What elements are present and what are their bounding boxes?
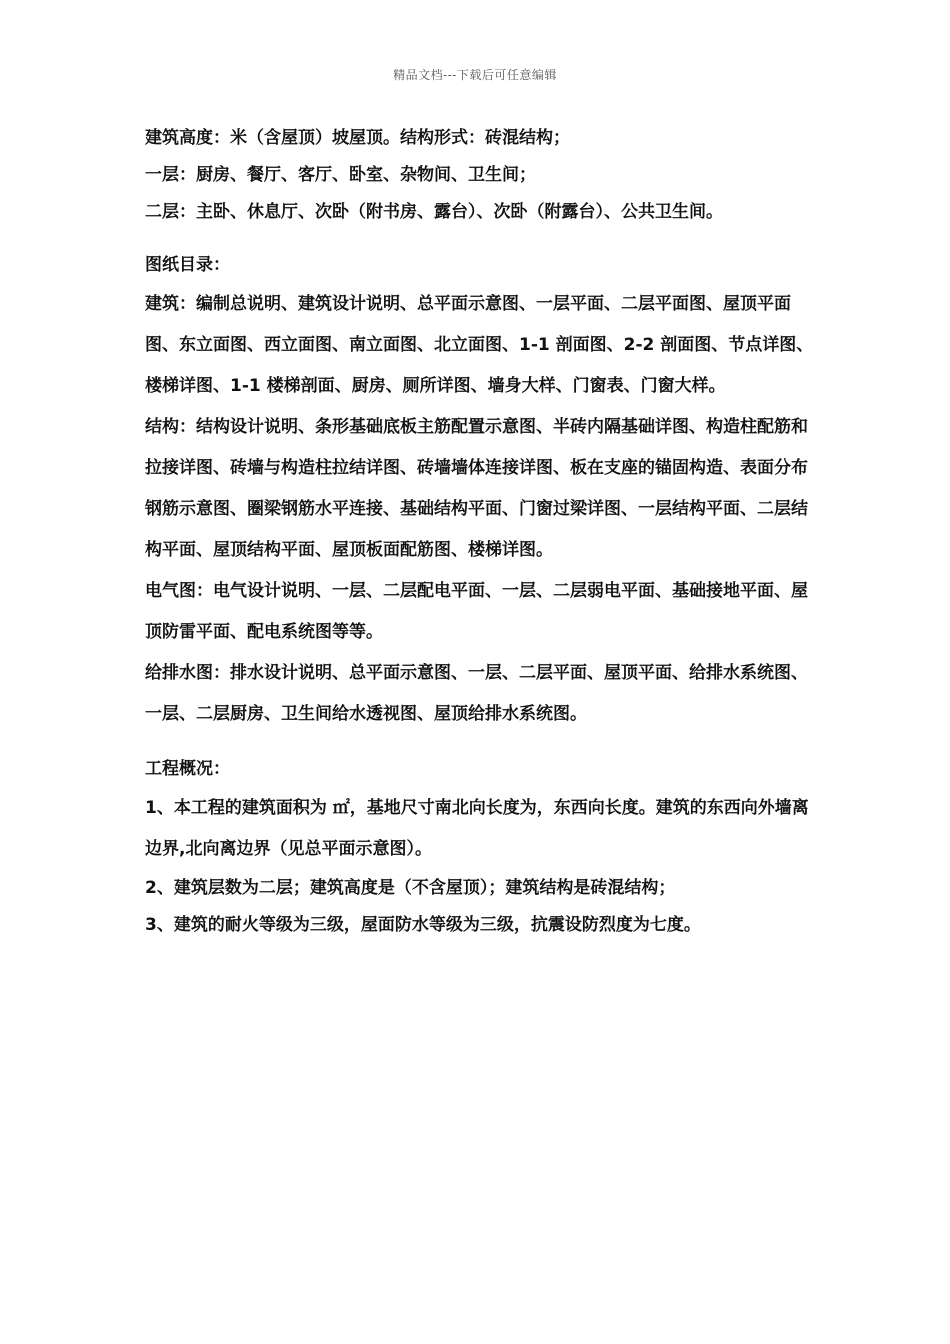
drawings-title: 图纸目录： — [145, 255, 230, 275]
drawings-architecture: 建筑：编制总说明、建筑设计说明、总平面示意图、一层平面、二层平面图、屋顶平面图、东立面图、西立面图、南立面图、北立面图、1-1 剖面图、2-2 剖面图、节点详图、楼梯详图、1-1 楼梯剖面、厨房、厕所详图、墙身大样、门窗表、门窗大样。 — [145, 294, 814, 396]
overview-second-floor: 二层：主卧、休息厅、次卧（附书房、露台）、次卧（附露台）、公共卫生间。 — [145, 202, 723, 222]
page-header: 精品文档---下载后可任意编辑 — [393, 68, 557, 82]
document-body — [145, 120, 815, 944]
drawings-plumbing: 给排水图：排水设计说明、总平面示意图、一层、二层平面、屋顶平面、给排水系统图、一层、二层厨房、卫生间给水透视图、屋顶给排水系统图。 — [145, 663, 808, 724]
overview-first-floor: 一层：厨房、餐厅、客厅、卧室、杂物间、卫生间； — [145, 165, 536, 185]
drawings-electrical: 电气图：电气设计说明、一层、二层配电平面、一层、二层弱电平面、基础接地平面、屋顶防雷平面、配电系统图等等。 — [145, 581, 808, 642]
project-item-1: 1、本工程的建筑面积为 ㎡，基地尺寸南北向长度为，东西向长度。建筑的东西向外墙离边界,北向离边界（见总平面示意图）。 — [145, 798, 809, 859]
spacer — [145, 231, 815, 247]
drawings-structure: 结构：结构设计说明、条形基础底板主筋配置示意图、半砖内隔基础详图、构造柱配筋和拉接详图、砖墙与构造柱拉结详图、砖墙墙体连接详图、板在支座的锚固构造、表面分布钢筋示意图、圈梁钢筋水平连接、基础结构平面、门窗过梁详图、一层结构平面、二层结构平面、屋顶结构平面、屋顶板面配筋图、楼梯详图。 — [145, 417, 808, 560]
overview-height-structure: 建筑高度：米（含屋顶）坡屋顶。结构形式：砖混结构； — [145, 128, 570, 148]
project-item-2: 2、建筑层数为二层；建筑高度是（不含屋顶）；建筑结构是砖混结构； — [145, 878, 676, 898]
spacer — [145, 735, 815, 751]
project-item-3: 3、建筑的耐火等级为三级，屋面防水等级为三级，抗震设防烈度为七度。 — [145, 915, 701, 935]
project-title: 工程概况： — [145, 759, 230, 779]
